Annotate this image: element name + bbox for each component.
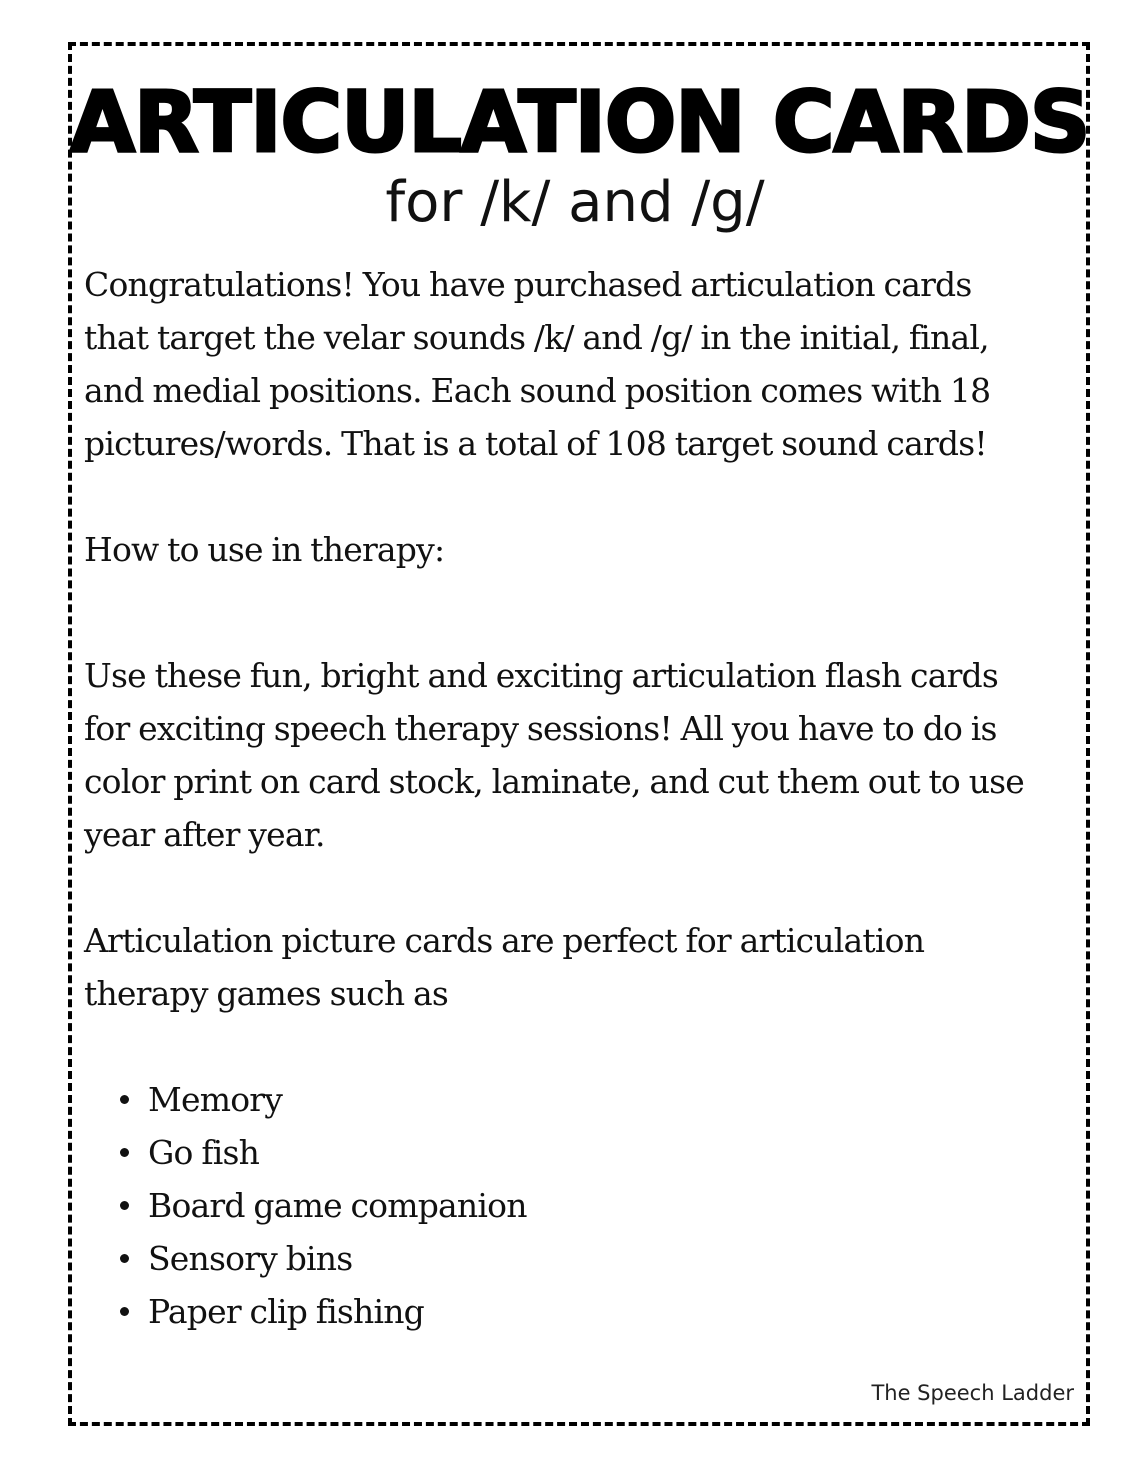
games-intro-line: Articulation picture cards are perfect for articulation [84, 921, 925, 960]
list-item [120, 1179, 1088, 1232]
intro-line: pictures/words. That is a total of 108 target sound cards! [84, 424, 987, 463]
intro-paragraph [84, 258, 1088, 470]
usage-line: year after year. [84, 815, 325, 854]
page-subtitle: for /k/ and /g/ [385, 170, 765, 235]
list-item [120, 1232, 1088, 1285]
games-list [84, 1073, 1088, 1338]
usage-line: Use these fun, bright and exciting articulation flash cards [84, 656, 999, 695]
list-item [120, 1073, 1088, 1126]
list-item-text: Board game companion [148, 1186, 527, 1225]
list-item-text: Memory [148, 1080, 283, 1119]
bullet-icon [120, 1201, 129, 1210]
document-body [84, 258, 1088, 1338]
list-item-text: Paper clip fishing [148, 1292, 425, 1331]
list-item [120, 1126, 1088, 1179]
list-item-text: Go fish [148, 1133, 260, 1172]
how-to-heading [84, 523, 1088, 576]
list-item [120, 1285, 1088, 1338]
bullet-icon [120, 1254, 129, 1263]
usage-line: color print on card stock, laminate, and cut them out to use [84, 762, 1025, 801]
bullet-icon [120, 1148, 129, 1157]
usage-paragraph [84, 649, 1088, 861]
usage-line: for exciting speech therapy sessions! All you have to do is [84, 709, 997, 748]
bullet-icon [120, 1307, 129, 1316]
list-item-text: Sensory bins [148, 1239, 353, 1278]
games-intro-paragraph [84, 914, 1088, 1020]
how-to-heading-text: How to use in therapy: [84, 530, 445, 569]
intro-line: and medial positions. Each sound position comes with 18 [84, 371, 991, 410]
page-title: ARTICULATION CARDS [70, 73, 1090, 171]
intro-line: that target the velar sounds /k/ and /g/ in the initial, final, [84, 318, 989, 357]
brand-credit: The Speech Ladder [871, 1381, 1074, 1405]
bullet-icon [120, 1095, 129, 1104]
intro-line: Congratulations! You have purchased articulation cards [84, 265, 972, 304]
games-intro-line: therapy games such as [84, 974, 449, 1013]
